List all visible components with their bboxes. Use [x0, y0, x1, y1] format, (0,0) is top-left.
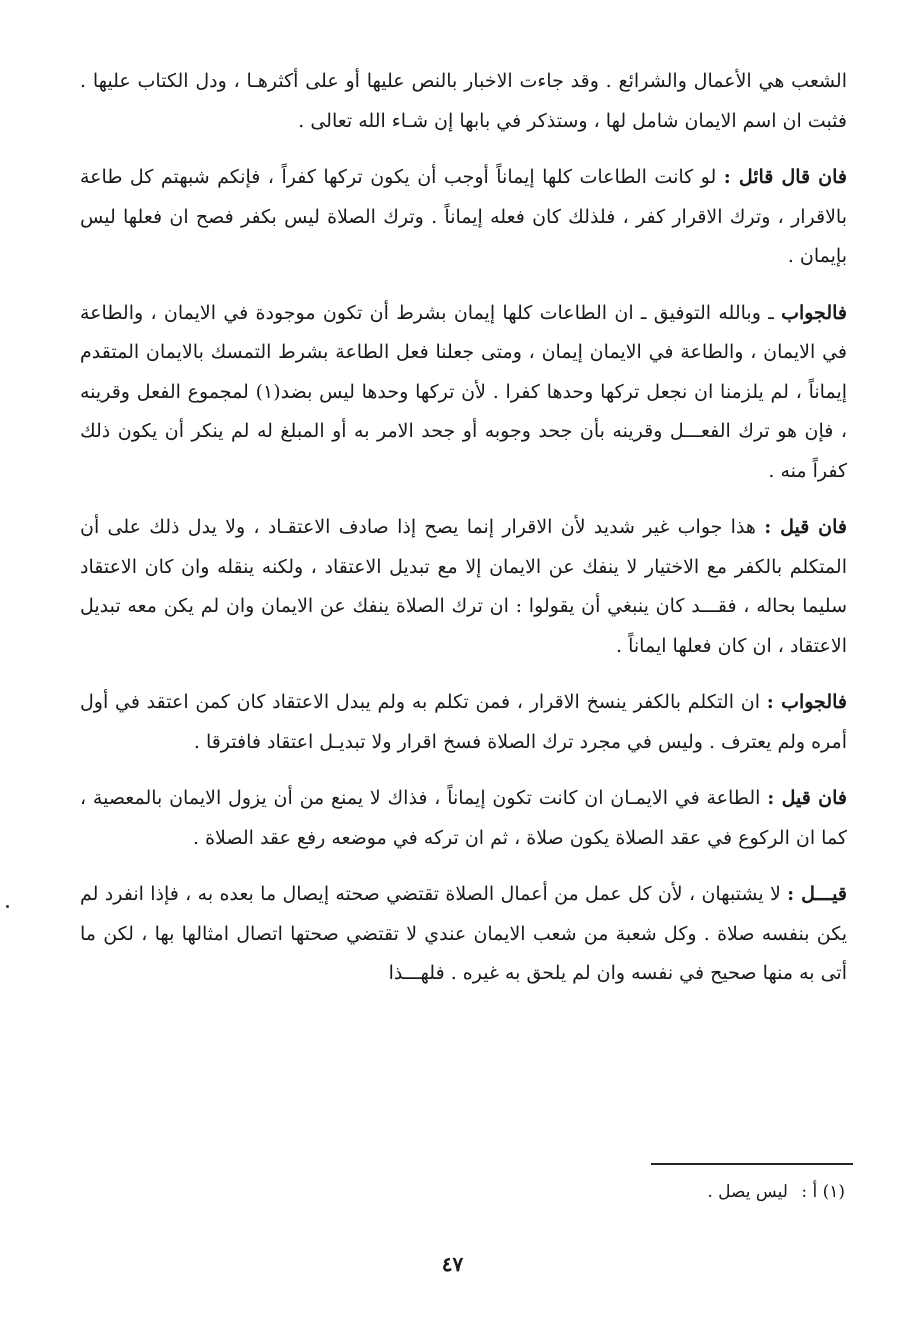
footnote [707, 1180, 845, 1204]
paragraph [80, 683, 847, 762]
paragraph-text: ـ وبالله التوفيق ـ ان الطاعات كلها إيمان بشرط أن تكون موجودة في الايمان ، والطاعة في الايمان ، والطاعة في الايمان إيمان ، ومتى جعلنا فعل الطاعة بشرط التمسك بالايمان المتقدم إيماناً ، لم يلزمنا ان نجعل تركها وحدها كفرا . لأن تركها وحدها ليس بضد(١) لمجموع الفعل وقرينه ، فإن هو ترك الفعـــل وقرينه بأن جحد وجوبه أو جحد الامر به أو المبلغ له لم ينكر أن يكون ذلك كفراً منه . [80, 301, 848, 482]
paragraph [80, 158, 847, 277]
paragraph-lead: فالجواب : [766, 691, 847, 713]
body-text [80, 62, 847, 1011]
paragraph [80, 62, 847, 141]
paragraph-text: ان التكلم بالكفر ينسخ الاقرار ، فمن تكلم به ولم يبدل الاعتقاد كان كمن اعتقد في أول أمره ولم يعترف . وليس في مجرد ترك الصلاة فسخ اقرار ولا تبديـل اعتقاد فافترقا . [80, 691, 847, 753]
footnote-divider [651, 1163, 853, 1165]
paragraph-lead: فان قيل : [767, 787, 848, 809]
paragraph-lead: فالجواب [781, 301, 847, 324]
paragraph-lead: فان قال قائل : [723, 166, 847, 188]
paragraph-lead: فان قيل : [764, 516, 847, 538]
footnote-marker: (١) أ : [801, 1182, 845, 1202]
page-number: ٤٧ [441, 1252, 464, 1276]
paragraph-text: الشعب هي الأعمال والشرائع . وقد جاءت الاخبار بالنص عليها أو على أكثرهـا ، ودل الكتاب عليها . فثبت ان اسم الايمان شامل لها ، وستذكر في بابها إن شـاء الله تعالى . [80, 70, 847, 132]
paragraph [80, 779, 847, 858]
paragraph [80, 294, 847, 492]
paragraph-text: لا يشتبهان ، لأن كل عمل من أعمال الصلاة تقتضي صحته إيصال ما بعده به ، فإذا انفرد لم يكن بنفسه صلاة . وكل شعبة من شعب الايمان عندي لا تقتضي صحتها اتصال امثالها بها ، لكن ما أتى به منها صحيح في نفسه وان لم يلحق به غيره . فلهـــذا [80, 883, 847, 984]
paragraph-text: لو كانت الطاعات كلها إيماناً أوجب أن يكون تركها كفراً ، فإنكم شبهتم كل طاعة بالاقرار ، وترك الاقرار كفر ، فلذلك كان فعله إيماناً . وترك الصلاة ليس بكفر فصح ان فعلها ليس بإيمان . [80, 166, 848, 267]
paragraph-text: هذا جواب غير شديد لأن الاقرار إنما يصح إذا صادف الاعتقـاد ، ولا يدل ذلك على أن المتكلم بالكفر مع الاختيار لا ينفك عن الايمان إلا مع تبديل الاعتقاد ، ولكنه ينقله وان كان الاعتقاد سليما بحاله ، فقـــد كان ينبغي أن يقولوا : ان ترك الصلاة ينفك عن الايمان وان لم يكن معه تبديل الاعتقاد ، ان كان فعلها ايماناً . [80, 516, 847, 657]
paragraph [80, 875, 847, 994]
footnote-text: ليس يصل . [707, 1182, 788, 1202]
paragraph-lead: قيـــل : [787, 883, 847, 905]
paragraph [80, 508, 847, 666]
scan-speck [6, 905, 9, 908]
paragraph-text: الطاعة في الايمـان ان كانت تكون إيماناً ، فذاك لا يمنع من أن يزول الايمان بالمعصية ، كما ان الركوع في عقد الصلاة يكون صلاة ، ثم ان تركه في موضعه رفع عقد الصلاة . [80, 787, 847, 849]
